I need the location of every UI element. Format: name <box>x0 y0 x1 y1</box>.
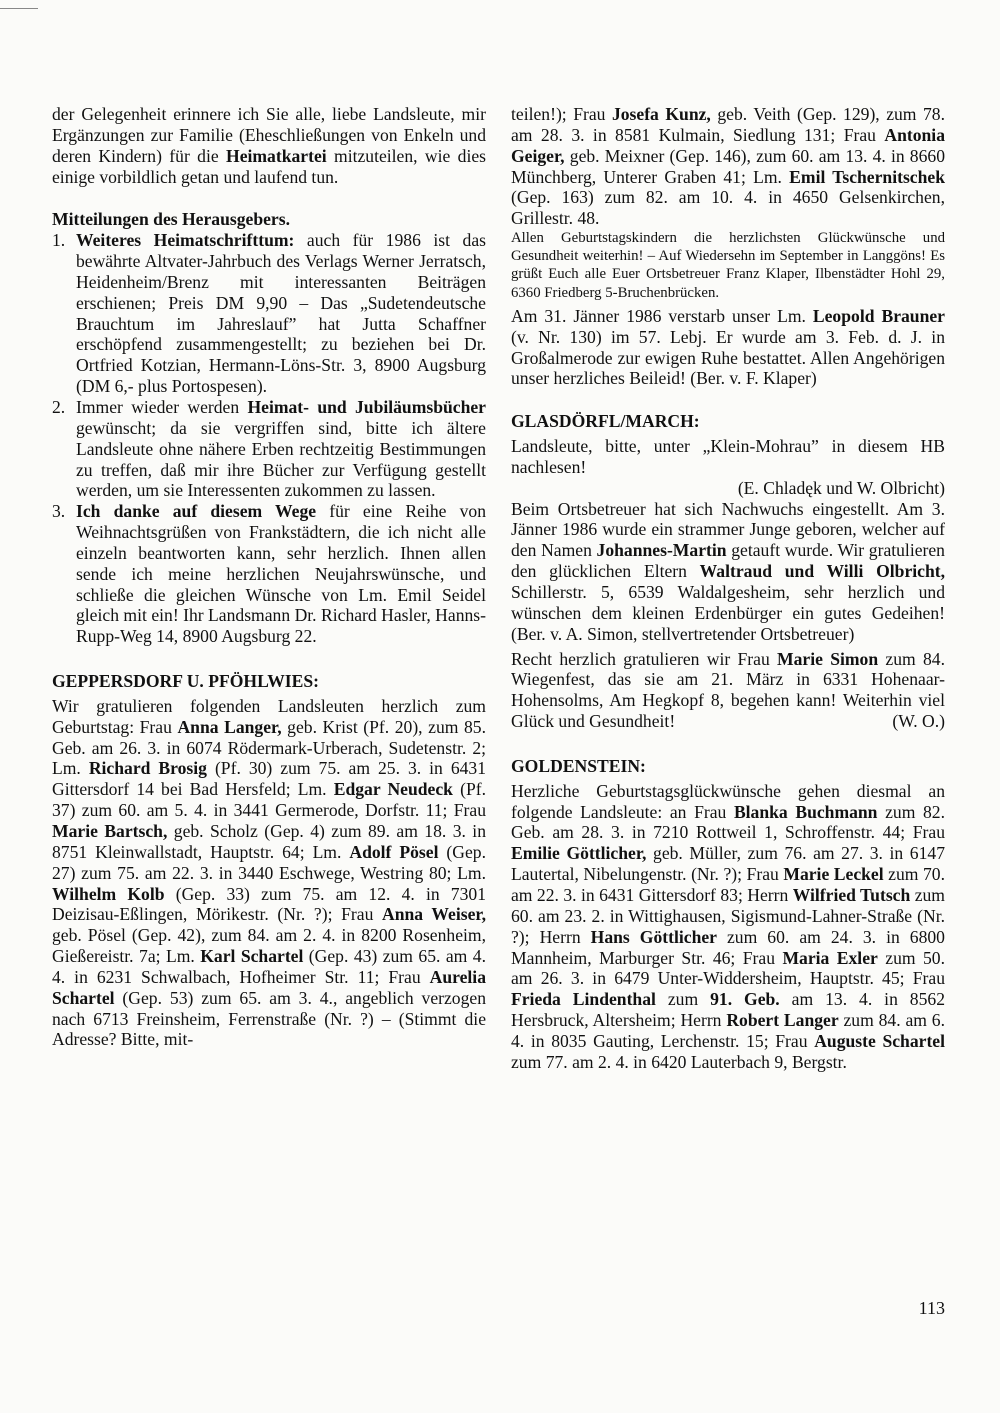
list-number: 3. <box>52 501 66 522</box>
bold-name: Heimatkartei <box>226 145 327 166</box>
bold-name: Adolf Pösel <box>349 841 439 862</box>
goldenstein-heading: GOLDENSTEIN: <box>511 755 646 776</box>
text-run: zum 60. am 23. 2. in Wittighausen, Sigismund-Lahner-Straße (Nr. ?); Herrn <box>511 884 945 947</box>
bold-name: Robert Langer <box>726 1010 839 1031</box>
publisher-list <box>52 230 486 647</box>
list-text <box>76 397 486 501</box>
text-run: Immer wieder werden <box>76 396 248 417</box>
greeting-note: Allen Geburtstagskindern die herzlichsten Glückwünsche und Gesundheit weiterhin! – Auf Wiedersehn im September in Langgöns! Es grüßt Euch alle Euer Ortsbetreuer Franz Klaper, Ilbenstädter Hohl 29, 6360 Friedberg 5-Bruchenbrücken. <box>511 230 945 301</box>
simon-paragraph <box>511 649 945 732</box>
text-run: (Gep. 43) zum 65. am 4. 4. in 6231 Schwalbach, Hofheimer Str. 11; Frau <box>52 946 486 987</box>
glasdoerfl-paragraph: Landsleute, bitte, unter „Klein-Mohrau” in diesem HB nachlesen! <box>511 436 945 477</box>
bold-name: Karl Schartel <box>200 946 304 967</box>
intro-paragraph <box>52 104 486 187</box>
text-run: zum 77. am 2. 4. in 6420 Lauterbach 9, Bergstr. <box>511 1051 847 1072</box>
text-run: zum 82. Geb. am 28. 3. in 7210 Rottweil 1, Schroffenstr. 44; Frau <box>511 801 945 843</box>
text-run: (Pf. 30) zum 75. am 25. 3. in 6431 Gittersdorf 14 bei Bad Hersfeld; Lm. <box>52 758 487 800</box>
obituary-paragraph <box>511 306 945 389</box>
text-run: zum 84. Wiegenfest, das sie am 21. März in 6331 Hohenaar-Hohensolms, Am Hegkopf 8, begehen kann! Weiterhin viel Glück und Gesundheit! <box>511 648 945 732</box>
bold-name: Waltraud und Willi Olbricht, <box>699 561 945 582</box>
text-run: Am 31. Jänner 1986 verstarb unser Lm. <box>511 305 813 326</box>
text-run: (Gep. 27) zum 75. am 22. 3. in 3440 Eschwege, Westring 80; Lm. <box>52 841 487 883</box>
bold-name: Wilfried Tutsch <box>792 884 911 905</box>
list-number: 2. <box>52 396 66 417</box>
bold-name: Johannes-Martin <box>596 540 727 561</box>
bold-name: Heimat- und Jubiläumsbücher <box>247 396 486 417</box>
bold-name: Anna Weiser, <box>382 904 486 925</box>
bold-name: Richard Brosig <box>88 758 207 779</box>
bold-name: Edgar Neudeck <box>333 779 453 800</box>
text-run: am 13. 4. in 8562 Hersbruck, Altersheim; Herrn <box>511 989 945 1031</box>
text-run: geb. Müller, zum 76. am 27. 3. in 6147 Lautertal, Nibelungenstr. (Nr. ?); Frau <box>511 843 945 885</box>
goldenstein-paragraph <box>511 781 945 1073</box>
list-number: 1. <box>52 230 66 251</box>
list-text <box>76 501 486 647</box>
page-number: 113 <box>918 1298 945 1318</box>
text-run: zum <box>655 989 711 1010</box>
bold-name: Blanka Buchmann <box>733 801 878 822</box>
text-run: Beim Ortsbetreuer hat sich Nachwuchs eingestellt. Am 3. Jänner 1986 wurde ein strammer Junge geboren, welcher auf den Namen <box>511 498 945 561</box>
bold-name: Emil Tschernitschek <box>789 166 945 187</box>
bold-name: Josefa Kunz, <box>611 104 711 124</box>
right-column <box>511 104 945 1073</box>
bold-name: Leopold Brauner <box>812 305 945 326</box>
bold-name: Hans Göttlicher <box>590 926 717 947</box>
top-rule <box>0 8 38 9</box>
text-run: geb. Veith (Gep. 129), zum 78. am 28. 3. in 8581 Kulmain, Siedlung 131; Frau <box>511 104 945 145</box>
bold-name: Antonia Geiger, <box>511 124 945 166</box>
text-run: für eine Reihe von Weihnachtsgrüßen von Frankstädtern, die ich nicht alle einzeln beantworten kann, sehr herzlich. Ihnen allen sende ich meine herzlichen Neujahrswünsche, und schließe die gleichen Wünsche von Lm. Emil Seidel gleich mit ein! Ihr Landsmann Dr. Richard Hasler, Hanns-Rupp-Weg 14, 8900 Augsburg 22. <box>76 501 487 647</box>
bold-name: Ich danke auf diesem Wege <box>76 501 317 522</box>
glasdoerfl-signature: (E. Chladęk und W. Olbricht) <box>737 477 945 498</box>
simon-signature: (W. O.) <box>892 711 945 732</box>
publisher-heading: Mitteilungen des Herausgebers. <box>52 209 290 230</box>
text-run: teilen!); Frau <box>511 104 612 124</box>
text-run: geb. Meixner (Gep. 146), zum 60. am 13. 4. in 8660 Münchberg, Unterer Graben 41; Lm. <box>511 145 945 187</box>
geppersdorf-paragraph <box>52 696 486 1050</box>
text-run: mitzuteilen, wie dies einige vorbildlich getan und laufend tun. <box>52 145 487 187</box>
text-run: Herzliche Geburtstagsglückwünsche gehen diesmal an folgende Landsleute: an Frau <box>511 780 945 822</box>
text-run: zum 50. am 26. 3. in 6479 Unter-Widdersheim, Hauptstr. 45; Frau <box>511 947 945 989</box>
list-item <box>52 501 486 647</box>
text-run: geb. Krist (Pf. 20), zum 85. Geb. am 26. 3. in 6074 Rödermark-Urberach, Sudetenstr. 2; Lm. <box>52 716 486 779</box>
text-run: der Gelegenheit erinnere ich Sie alle, liebe Landsleute, mir Ergänzungen zur Familie (Eheschließungen von Enkeln und deren Kindern) für die <box>52 104 486 166</box>
bold-name: Anna Langer, <box>177 716 282 737</box>
bold-name: Auguste Schartel <box>814 1030 945 1051</box>
bold-name: Frieda Lindenthal <box>511 989 656 1010</box>
bold-name: Weiteres Heimatschrifttum: <box>76 230 295 251</box>
bold-name: Marie Bartsch, <box>52 821 168 841</box>
text-run: auch für 1986 ist das bewährte Altvater-Jahrbuch des Verlags Werner Jerratsch, Heidenheim/Brenz mit interessanten Beiträgen erschienen; Preis DM 9,90 – Das „Sudetendeutsche Brauchtum im Jahreslauf” hat Jutta Schaffner erschöpfend zusammengestellt; zu beziehen bei Dr. Ortfried Kotzian, Hermann-Löns-Str. 3, 8900 Augsburg (DM 6,- plus Portospesen). <box>76 230 486 397</box>
text-run: geb. Scholz (Gep. 4) zum 89. am 18. 3. in 8751 Kleinwallstadt, Hauptstr. 64; Lm. <box>52 821 486 862</box>
text-run: (v. Nr. 130) im 57. Lebj. Er wurde am 3. Feb. d. J. in Großalmerode zur ewigen Ruhe bestattet. Allen Angehörigen unser herzliches Beileid! (Ber. v. F. Klaper) <box>511 326 945 389</box>
text-run: Wir gratulieren folgenden Landsleuten herzlich zum Geburtstag: Frau <box>52 695 486 737</box>
continuation-paragraph <box>511 104 945 229</box>
glasdoerfl-heading: GLASDÖRFL/MARCH: <box>511 411 700 432</box>
text-run: zum 70. am 22. 3. in 6431 Gittersdorf 83; Herrn <box>511 864 945 905</box>
list-text <box>76 230 486 397</box>
list-item <box>52 230 486 397</box>
bold-name: Maria Exler <box>782 947 878 968</box>
geppersdorf-heading: GEPPERSDORF U. PFÖHLWIES: <box>52 671 320 692</box>
simon-text <box>511 649 945 732</box>
text-run: zum 84. am 6. 4. in 8035 Gauting, Lerchenstr. 15; Frau <box>511 1010 945 1051</box>
list-item <box>52 397 486 501</box>
text-run: (Pf. 37) zum 60. am 5. 4. in 3441 Germerode, Dorfstr. 11; Frau <box>52 779 486 821</box>
text-run: zum 60. am 24. 3. in 6800 Mannheim, Marburger Str. 46; Frau <box>511 926 945 968</box>
left-column <box>52 104 486 1050</box>
bold-name: Emilie Göttlicher, <box>511 843 647 864</box>
text-run: (Gep. 163) zum 82. am 10. 4. in 4650 Gelsenkirchen, Grillestr. 48. <box>511 187 945 229</box>
birth-paragraph <box>511 499 945 645</box>
text-run: (Gep. 33) zum 75. am 12. 4. in 7301 Deizisau-Eßlingen, Mörikestr. (Nr. ?); Frau <box>52 883 486 925</box>
bold-name: Marie Leckel <box>783 864 884 885</box>
text-run: getauft wurde. Wir gratulieren den glücklichen Eltern <box>511 540 945 582</box>
text-run: (Gep. 53) zum 65. am 3. 4., angeblich verzogen nach 6713 Freinsheim, Ferrenstraße (Nr. ?) – (Stimmt die Adresse? Bitte, mit- <box>52 987 486 1050</box>
bold-name: Marie Simon <box>777 648 879 669</box>
bold-name: Aurelia Schartel <box>52 966 486 1008</box>
bold-name: Wilhelm Kolb <box>52 883 165 904</box>
bold-name: 91. Geb. <box>710 989 780 1010</box>
text-run: Schillerstr. 5, 6539 Waldalgesheim, sehr herzlich und wünschen dem kleinen Erdenbürger ein gutes Gedeihen! (Ber. v. A. Simon, stellvertretender Ortsbetreuer) <box>511 582 945 644</box>
text-run: geb. Pösel (Gep. 42), zum 84. am 2. 4. in 8200 Rosenheim, Gießereistr. 7a; Lm. <box>52 925 486 967</box>
text-run: gewünscht; da sie vergriffen sind, bitte ich ältere Landsleute ohne nähere Erben rechtzeitig Bestimmungen zu treffen, daß mir ihre Bücher zur Verfügung gestellt werden, um sie Interessenten zukommen zu lassen. <box>76 417 486 501</box>
text-run: Recht herzlich gratulieren wir Frau <box>511 648 778 669</box>
